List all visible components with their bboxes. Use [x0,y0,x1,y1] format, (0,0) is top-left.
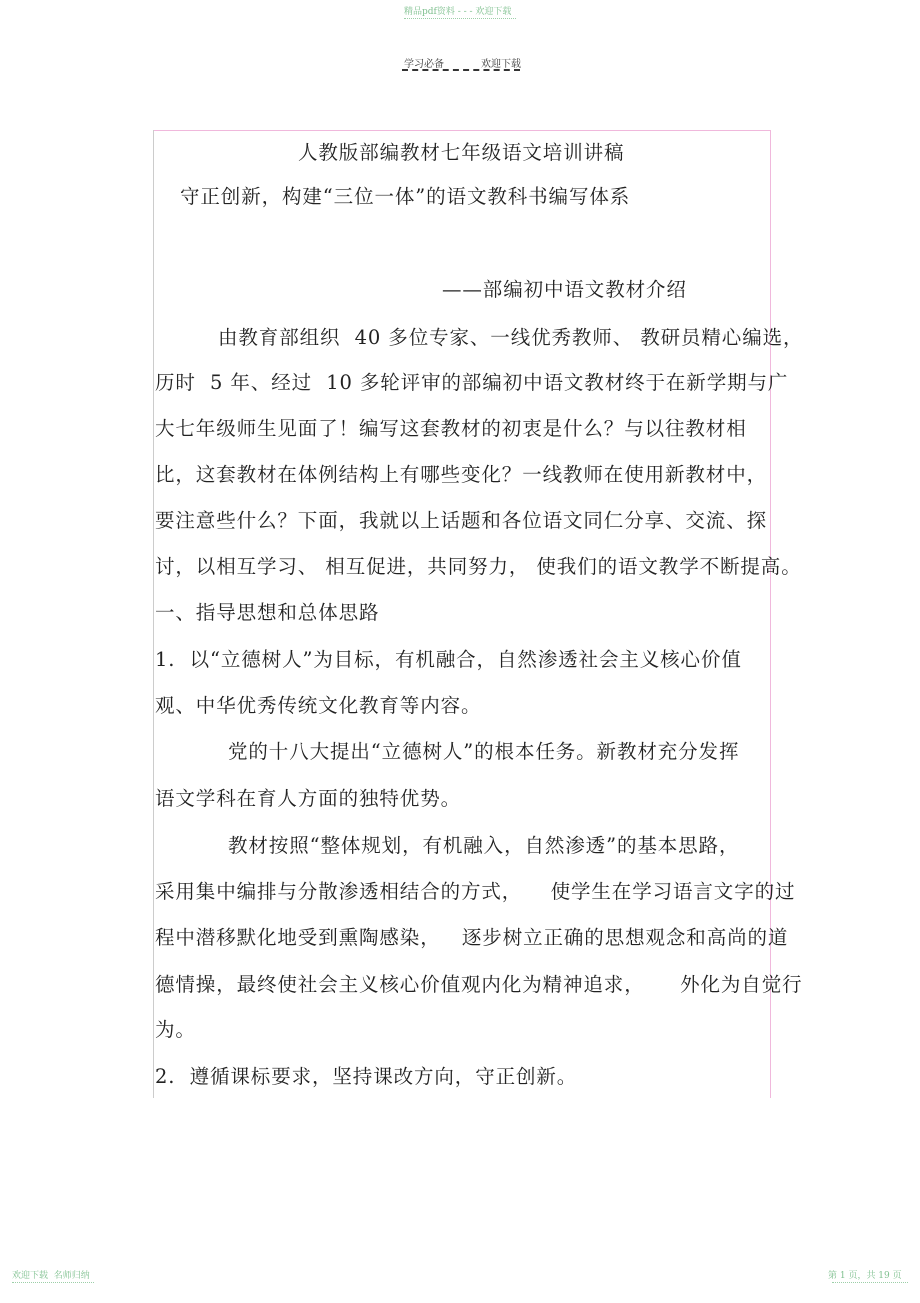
section-heading: 一、指导思想和总体思路 [155,601,380,624]
text-line: 要注意些什么？下面，我就以上话题和各位语文同仁分享、交流、探 [155,509,768,532]
text-line: 为。 [155,1018,196,1041]
footer-left: 欢迎下载 名师归纳 [12,1271,90,1281]
text-line: 2. 遵循课标要求，坚持课改方向，守正创新。 [155,1065,578,1088]
page-frame-right [770,130,771,1098]
text-line: 程中潜移默化地受到熏陶感染， 逐步树立正确的思想观念和高尚的道 [155,926,789,949]
top-watermark: 精品pdf资料 - - - 欢迎下载 [404,7,512,17]
header-left: 学习必备 [404,59,444,70]
text-line: 由教育部组织 40 多位专家、一线优秀教师、 教研员精心编选， [218,326,804,349]
text-line: 大七年级师生见面了！编写这套教材的初衷是什么？与以往教材相 [155,417,747,440]
watermark-dots [404,18,516,19]
text-line: 讨，以相互学习、 相互促进，共同努力， 使我们的语文教学不断提高。 [155,555,802,578]
text-line: 比，这套教材在体例结构上有哪些变化？一线教师在使用新教材中， [155,463,768,486]
text-line: 采用集中编排与分散渗透相结合的方式， 使学生在学习语言文字的过 [155,880,796,903]
header-divider [402,69,520,71]
page-frame-left [153,130,154,1098]
document-title: 人教版部编教材七年级语文培训讲稿 [298,141,625,164]
text-line: 党的十八大提出“立德树人”的根本任务。新教材充分发挥 [228,740,740,763]
text-line: 1. 以“立德树人”为目标，有机融合，自然渗透社会主义核心价值 [155,648,742,671]
text-line: 历时 5 年、经过 10 多轮评审的部编初中语文教材终于在新学期与广 [155,371,789,394]
footer-right-dots [832,1282,908,1283]
text-line: 语文学科在育人方面的独特优势。 [155,787,462,810]
text-line: 德情操，最终使社会主义核心价值观内化为精神追求， 外化为自觉行 [155,973,803,996]
document-subtitle: 守正创新，构建“三位一体”的语文教科书编写体系 [180,185,631,208]
page-frame-top [153,130,770,131]
text-line: 观、中华优秀传统文化教育等内容。 [155,694,482,717]
page-number: 第 1 页，共 19 页 [828,1271,902,1281]
header-right: 欢迎下载 [481,59,521,70]
footer-left-dots [12,1282,94,1283]
text-line: 教材按照“整体规划，有机融入，自然渗透”的基本思路， [228,834,740,857]
byline: ——部编初中语文教材介绍 [442,278,687,301]
